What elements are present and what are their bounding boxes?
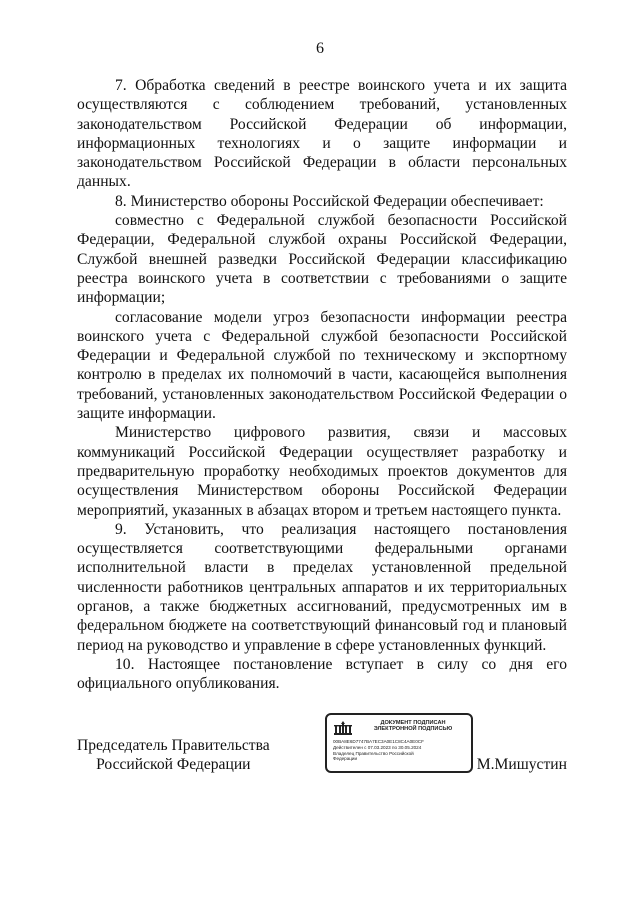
electronic-signature-stamp: [325, 713, 473, 773]
paragraph-7: 7. Обработка сведений в реестре воинского учета и их защита осуществляются с соблюдением требований, установленных законодательством Российской Федерации об информации, информационных технологиях и о защите информации и законодательством Российской Федерации в области персональных данных.: [77, 77, 567, 191]
stamp-heading-line1: ДОКУМЕНТ ПОДПИСАН: [380, 720, 446, 726]
paragraph-8-item-classification: совместно с Федеральной службой безопасности Российской Федерации, Федеральной службой охраны Российской Федерации, Службой внешней разведки Российской Федерации классификацию реестра воинского учета в соответствии с требованиями о защите информации;: [77, 212, 567, 307]
stamp-owner-line2: Федерации: [333, 756, 358, 762]
paragraph-8-item-threat-model: согласование модели угроз безопасности информации реестра воинского учета с Федеральной службой безопасности Российской Федерации и Федеральной службой по техническому и экспортному контролю в пределах их полномочий в части, касающейся выполнения требований, установленных законодательством Российской Федерации о защите информации.: [77, 308, 567, 423]
stamp-certificate: 00BA8E6D7747BA7EC3A0E1C8C4A0E0CF: [333, 739, 424, 744]
stamp-validity: Действителен с 07.03.2023 по 30.05.2024: [333, 744, 422, 750]
paragraph-10: 10. Настоящее постановление вступает в силу со дня его официального опубликования.: [77, 655, 567, 693]
paragraph-9: 9. Установить, что реализация настоящего постановления осуществляется соответствующими федеральными органами исполнительной власти в пределах установленной предельной численности работников центральных аппаратов и их территориальных органов, а также бюджетных ассигнований, предусмотренных им в федеральном бюджете на соответствующий финансовый год и плановый период на руководство и управление в сфере установленных функций.: [77, 520, 567, 654]
document-body: [77, 76, 567, 694]
paragraph-8-digital-ministry: Министерство цифрового развития, связи и массовых коммуникаций Российской Федерации осуществляет разработку и предварительную проработку необходимых проектов документов для осуществления Министерством обороны Российской Федерации мероприятий, указанных в абзацах втором и третьем настоящего пункта.: [77, 424, 567, 519]
stamp-owner-line1: Владелец Правительство Российской: [333, 750, 414, 756]
stamp-heading: [357, 720, 469, 733]
paragraph-8-intro: 8. Министерство обороны Российской Федерации обеспечивает:: [115, 192, 544, 210]
signatory-title-line1: Председатель Правительства: [77, 737, 270, 754]
page-number: 6: [316, 40, 324, 57]
signatory-title: [77, 736, 270, 775]
stamp-details: [333, 739, 469, 762]
signatory-title-line2: Российской Федерации: [96, 756, 251, 774]
signer-name: М.Мишустин: [476, 756, 567, 773]
stamp-heading-line2: ЭЛЕКТРОННОЙ ПОДПИСЬЮ: [373, 726, 453, 733]
building-emblem-icon: [333, 720, 353, 736]
